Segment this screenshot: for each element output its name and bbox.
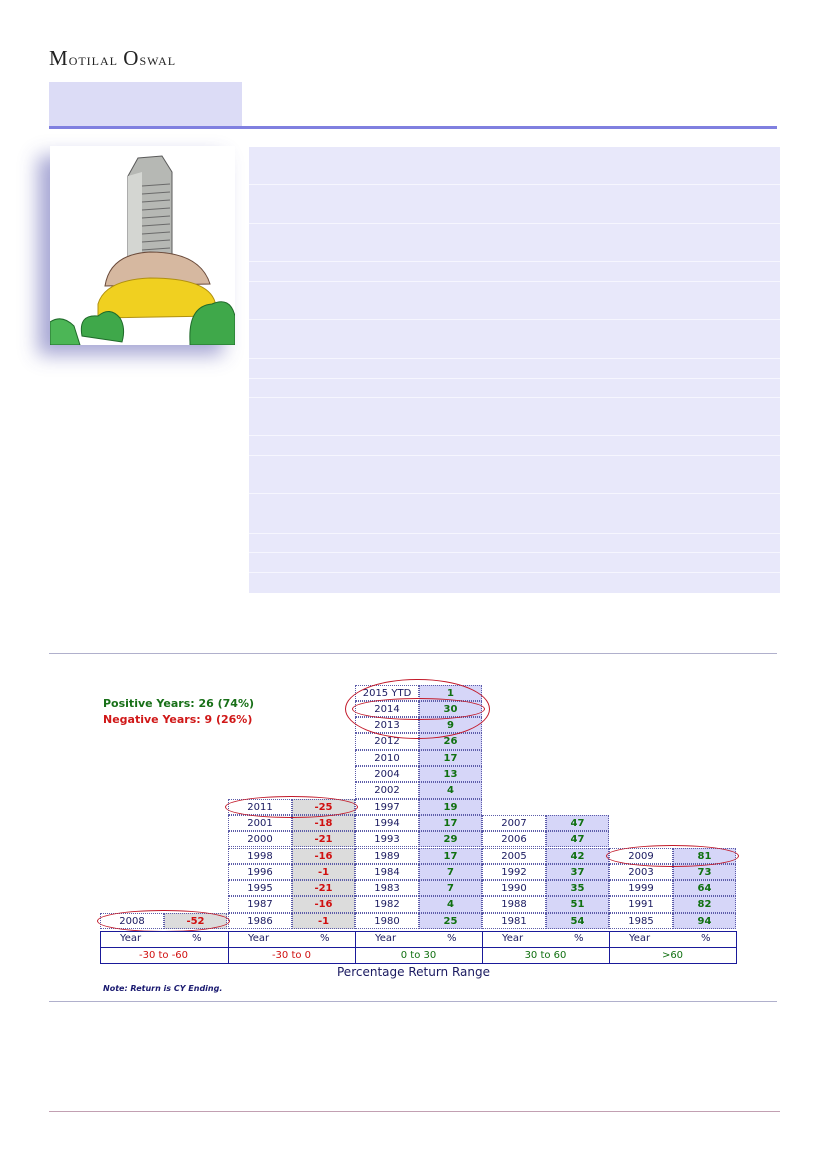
return-cell: -1 <box>292 864 355 880</box>
year-cell: 2001 <box>228 815 292 831</box>
year-cell: 1984 <box>355 864 419 880</box>
range-label: 30 to 60 <box>524 950 567 961</box>
chart-note: Note: Return is CY Ending. <box>103 984 223 993</box>
year-cell: 2004 <box>355 766 419 782</box>
pct-column-header: % <box>447 933 457 944</box>
return-cell: 17 <box>419 750 482 766</box>
year-cell: 2015 YTD <box>355 685 419 701</box>
year-cell: 1994 <box>355 815 419 831</box>
year-cell: 1988 <box>482 896 546 912</box>
return-cell: 35 <box>546 880 609 896</box>
return-cell: 51 <box>546 896 609 912</box>
pct-column-header: % <box>701 933 711 944</box>
pct-column-header: % <box>320 933 330 944</box>
year-column-header: Year <box>248 933 270 944</box>
chart-bottom-rule <box>49 1001 777 1002</box>
return-cell: 47 <box>546 815 609 831</box>
year-cell: 2014 <box>355 701 419 717</box>
year-column-header: Year <box>502 933 524 944</box>
range-label: -30 to -60 <box>138 950 189 961</box>
return-cell: 1 <box>419 685 482 701</box>
year-column-header: Year <box>629 933 651 944</box>
header-row-mid-border <box>100 947 737 948</box>
return-cell: 4 <box>419 782 482 798</box>
return-cell: 47 <box>546 831 609 847</box>
return-cell: 42 <box>546 848 609 864</box>
range-label: >60 <box>661 950 684 961</box>
year-cell: 2006 <box>482 831 546 847</box>
return-cell: -18 <box>292 815 355 831</box>
year-cell: 2010 <box>355 750 419 766</box>
brand-logo: Motilal Oswal <box>49 46 177 70</box>
content-panel <box>249 147 780 593</box>
positive-years-legend: Positive Years: 26 (74%) <box>103 697 254 710</box>
return-cell: 4 <box>419 896 482 912</box>
year-cell: 1985 <box>609 913 673 929</box>
return-cell: 7 <box>419 880 482 896</box>
year-cell: 1992 <box>482 864 546 880</box>
return-cell: 54 <box>546 913 609 929</box>
pct-column-header: % <box>574 933 584 944</box>
year-cell: 1980 <box>355 913 419 929</box>
year-cell: 2007 <box>482 815 546 831</box>
return-cell: -52 <box>164 913 227 929</box>
return-cell: 73 <box>673 864 736 880</box>
year-cell: 1983 <box>355 880 419 896</box>
year-cell: 1990 <box>482 880 546 896</box>
header-row-bottom-border <box>100 963 737 964</box>
header-tab-box <box>49 82 242 126</box>
year-cell: 1995 <box>228 880 292 896</box>
return-cell: 17 <box>419 848 482 864</box>
negative-years-legend: Negative Years: 9 (26%) <box>103 713 253 726</box>
return-cell: 81 <box>673 848 736 864</box>
year-cell: 1987 <box>228 896 292 912</box>
return-cell: 82 <box>673 896 736 912</box>
x-axis-title: Percentage Return Range <box>337 965 490 979</box>
highlight-ring <box>225 796 358 818</box>
year-cell: 1981 <box>482 913 546 929</box>
return-cell: 13 <box>419 766 482 782</box>
year-cell: 2013 <box>355 717 419 733</box>
return-cell: -25 <box>292 799 355 815</box>
highlight-ring <box>606 845 739 867</box>
return-cell: 9 <box>419 717 482 733</box>
return-cell: -21 <box>292 831 355 847</box>
year-cell: 1989 <box>355 848 419 864</box>
year-cell: 1991 <box>609 896 673 912</box>
year-column-header: Year <box>120 933 142 944</box>
year-column-header: Year <box>375 933 397 944</box>
return-cell: -1 <box>292 913 355 929</box>
return-cell: 29 <box>419 831 482 847</box>
year-cell: 2011 <box>228 799 292 815</box>
stock-exchange-illustration <box>50 146 235 345</box>
return-cell: 64 <box>673 880 736 896</box>
range-label: -30 to 0 <box>271 950 312 961</box>
return-cell: -16 <box>292 848 355 864</box>
year-cell: 1986 <box>228 913 292 929</box>
return-cell: 26 <box>419 733 482 749</box>
highlight-ring <box>345 679 490 740</box>
highlight-ring <box>97 910 230 932</box>
year-cell: 2002 <box>355 782 419 798</box>
header-row-top-border <box>100 931 737 932</box>
year-cell: 2003 <box>609 864 673 880</box>
year-cell: 1997 <box>355 799 419 815</box>
return-cell: 19 <box>419 799 482 815</box>
pct-column-header: % <box>192 933 202 944</box>
return-cell: 94 <box>673 913 736 929</box>
year-cell: 1998 <box>228 848 292 864</box>
year-cell: 2009 <box>609 848 673 864</box>
year-cell: 2012 <box>355 733 419 749</box>
year-cell: 1982 <box>355 896 419 912</box>
return-cell: 25 <box>419 913 482 929</box>
footer-rule <box>49 1111 780 1112</box>
header-rule <box>49 126 777 129</box>
return-cell: 7 <box>419 864 482 880</box>
return-cell: -16 <box>292 896 355 912</box>
year-cell: 1999 <box>609 880 673 896</box>
year-cell: 2008 <box>100 913 164 929</box>
return-cell: 30 <box>419 701 482 717</box>
year-cell: 1996 <box>228 864 292 880</box>
chart-top-rule <box>49 653 777 654</box>
return-cell: 37 <box>546 864 609 880</box>
year-cell: 1993 <box>355 831 419 847</box>
year-cell: 2000 <box>228 831 292 847</box>
year-cell: 2005 <box>482 848 546 864</box>
range-label: 0 to 30 <box>400 950 437 961</box>
return-cell: 17 <box>419 815 482 831</box>
return-cell: -21 <box>292 880 355 896</box>
